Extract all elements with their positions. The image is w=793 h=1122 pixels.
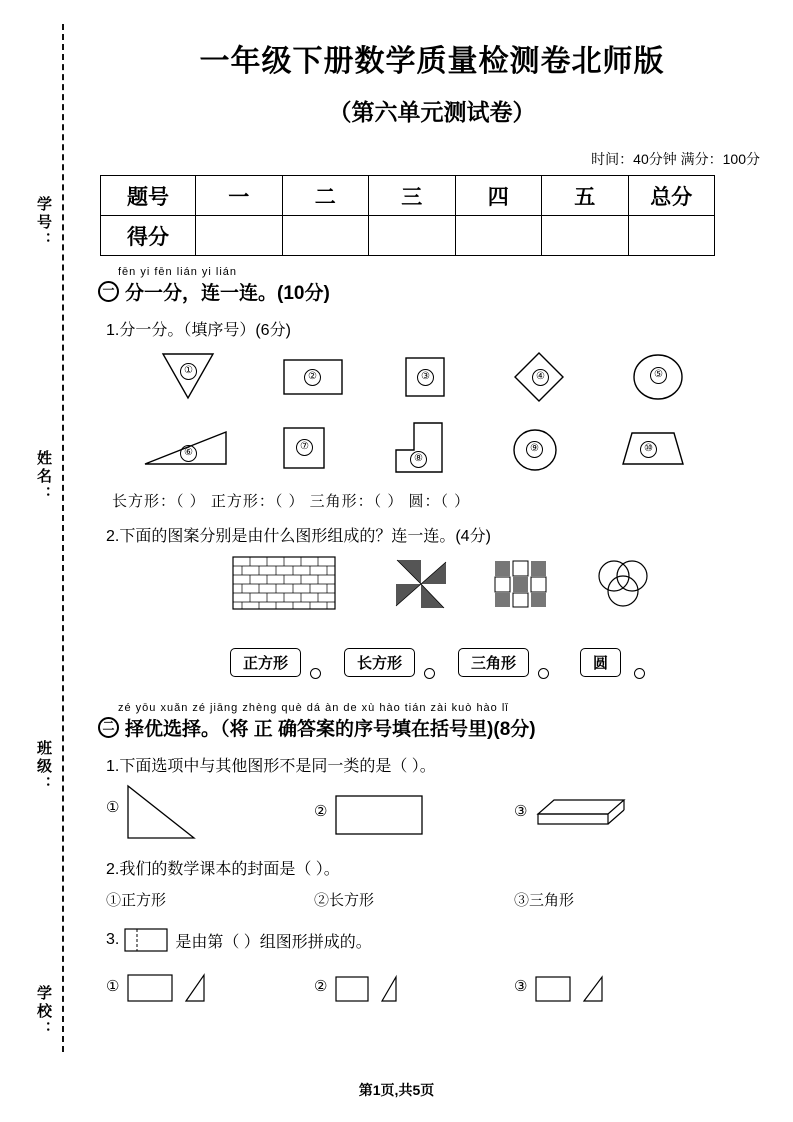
score-table xyxy=(100,175,715,256)
shape-row-bottom xyxy=(92,420,772,482)
option-label-2[interactable]: ② xyxy=(314,803,328,820)
shape-label-3: ③ xyxy=(417,368,434,386)
score-input-cell[interactable] xyxy=(455,216,542,256)
q3-prefix: 3. xyxy=(106,931,120,948)
option-label-3[interactable]: ③ xyxy=(514,803,528,820)
section2-q2-text: 2.我们的数学课本的封面是（ ）。 xyxy=(106,861,340,878)
score-table-header-cell: 五 xyxy=(542,176,629,216)
tag-row xyxy=(92,648,772,688)
section2-q1-text: 1.下面选项中与其他图形不是同一类的是（ ）。 xyxy=(106,758,436,775)
section2-q3-options xyxy=(92,963,772,1013)
q2-option-2[interactable]: ②长方形 xyxy=(314,892,375,909)
shape-label-5: ⑤ xyxy=(650,366,667,384)
side-label-name: 姓名： xyxy=(35,450,52,504)
q2-option-1[interactable]: ①正方形 xyxy=(106,892,167,909)
shape-label-8: ⑧ xyxy=(410,450,427,468)
shape-label-2: ② xyxy=(304,368,321,386)
side-label-student-id: 学号： xyxy=(35,196,52,250)
section1-heading xyxy=(98,278,772,305)
score-table-header-cell: 二 xyxy=(282,176,369,216)
exam-meta: 时间：40分钟 满分：100分 xyxy=(591,151,760,167)
shape-label-4: ④ xyxy=(532,368,549,386)
pattern-pinwheel xyxy=(392,556,450,612)
score-table-header-cell: 四 xyxy=(455,176,542,216)
shape-label-9: ⑨ xyxy=(526,440,543,458)
table-row xyxy=(101,176,715,216)
score-input-cell[interactable] xyxy=(196,216,283,256)
shape-row-top xyxy=(92,348,772,412)
section2-q2-options xyxy=(92,889,772,923)
q3-option-label-2[interactable]: ② xyxy=(314,978,328,995)
option2-rectangle[interactable] xyxy=(334,794,424,836)
shape-label-6: ⑥ xyxy=(180,444,197,462)
connector-dot[interactable] xyxy=(310,668,321,679)
pattern-square-cross xyxy=(492,558,550,610)
shape-label-10: ⑩ xyxy=(640,440,657,458)
score-table-header-cell: 题号 xyxy=(101,176,196,216)
section-marker-icon: 一 xyxy=(98,281,119,302)
pattern-brick-wall xyxy=(232,556,336,610)
score-table-header-cell: 一 xyxy=(196,176,283,216)
pattern-three-circles xyxy=(592,558,654,610)
score-table-header-cell: 三 xyxy=(369,176,456,216)
tag-square[interactable]: 正方形 xyxy=(230,648,301,677)
section2-heading-text: 择优选择。（将 正 确答案的序号填在括号里)(8分) xyxy=(125,719,536,740)
q3-option-label-3[interactable]: ③ xyxy=(514,978,528,995)
option1-right-triangle[interactable] xyxy=(124,784,202,842)
tag-rectangle[interactable]: 长方形 xyxy=(344,648,415,677)
score-input-cell[interactable] xyxy=(282,216,369,256)
section2-heading xyxy=(98,714,772,741)
tag-circle[interactable]: 圆 xyxy=(580,648,621,677)
section1-pinyin: fēn yi fēn lián yi lián xyxy=(118,266,237,278)
section1-heading-text: 分一分，连一连。(10分) xyxy=(125,283,330,304)
page-title: 一年级下册数学质量检测卷北师版 xyxy=(199,45,665,78)
section1-q1-text: 1.分一分。（填序号）(6分) xyxy=(106,322,291,339)
score-table-label-cell: 得分 xyxy=(101,216,196,256)
shape-label-1: ① xyxy=(180,362,197,380)
shape-label-7: ⑦ xyxy=(296,438,313,456)
q3-option2-figure[interactable] xyxy=(334,969,426,1007)
connector-dot[interactable] xyxy=(424,668,435,679)
score-table-header-cell: 总分 xyxy=(628,176,715,216)
score-input-cell[interactable] xyxy=(369,216,456,256)
side-label-school: 学校： xyxy=(35,985,52,1039)
option3-cuboid[interactable] xyxy=(534,794,630,834)
side-label-class: 班级： xyxy=(35,740,52,794)
section-marker-icon: 二 xyxy=(98,717,119,738)
q3-suffix: 是由第（ ）组图形拼成的。 xyxy=(175,933,372,951)
q3-option-label-1[interactable]: ① xyxy=(106,978,120,995)
table-row xyxy=(101,216,715,256)
section1-q2-text: 2.下面的图案分别是由什么图形组成的？连一连。(4分) xyxy=(106,528,491,545)
q3-figure xyxy=(123,925,171,955)
connector-dot[interactable] xyxy=(634,668,645,679)
option-label-1[interactable]: ① xyxy=(106,799,120,816)
binding-dashed-line xyxy=(62,24,64,1052)
section1-answer-line[interactable]: 长方形：（ ） 正方形：（ ） 三角形：（ ） 圆：（ ） xyxy=(112,493,471,510)
pattern-row xyxy=(92,556,772,626)
q3-option1-figure[interactable] xyxy=(126,969,218,1007)
score-input-cell[interactable] xyxy=(628,216,715,256)
section2-q3-text xyxy=(106,925,772,955)
connector-dot[interactable] xyxy=(538,668,549,679)
page-footer: 第1页,共5页 xyxy=(358,1082,435,1098)
section2-q1-options xyxy=(92,782,772,844)
score-input-cell[interactable] xyxy=(542,216,629,256)
q3-option3-figure[interactable] xyxy=(534,969,626,1007)
page-subtitle: （第六单元测试卷） xyxy=(328,99,536,125)
q2-option-3[interactable]: ③三角形 xyxy=(514,892,575,909)
section2-pinyin: zé yōu xuǎn zé jiāng zhèng què dá àn de xù hào tián zài kuò hào lǐ xyxy=(118,702,509,714)
tag-triangle[interactable]: 三角形 xyxy=(458,648,529,677)
